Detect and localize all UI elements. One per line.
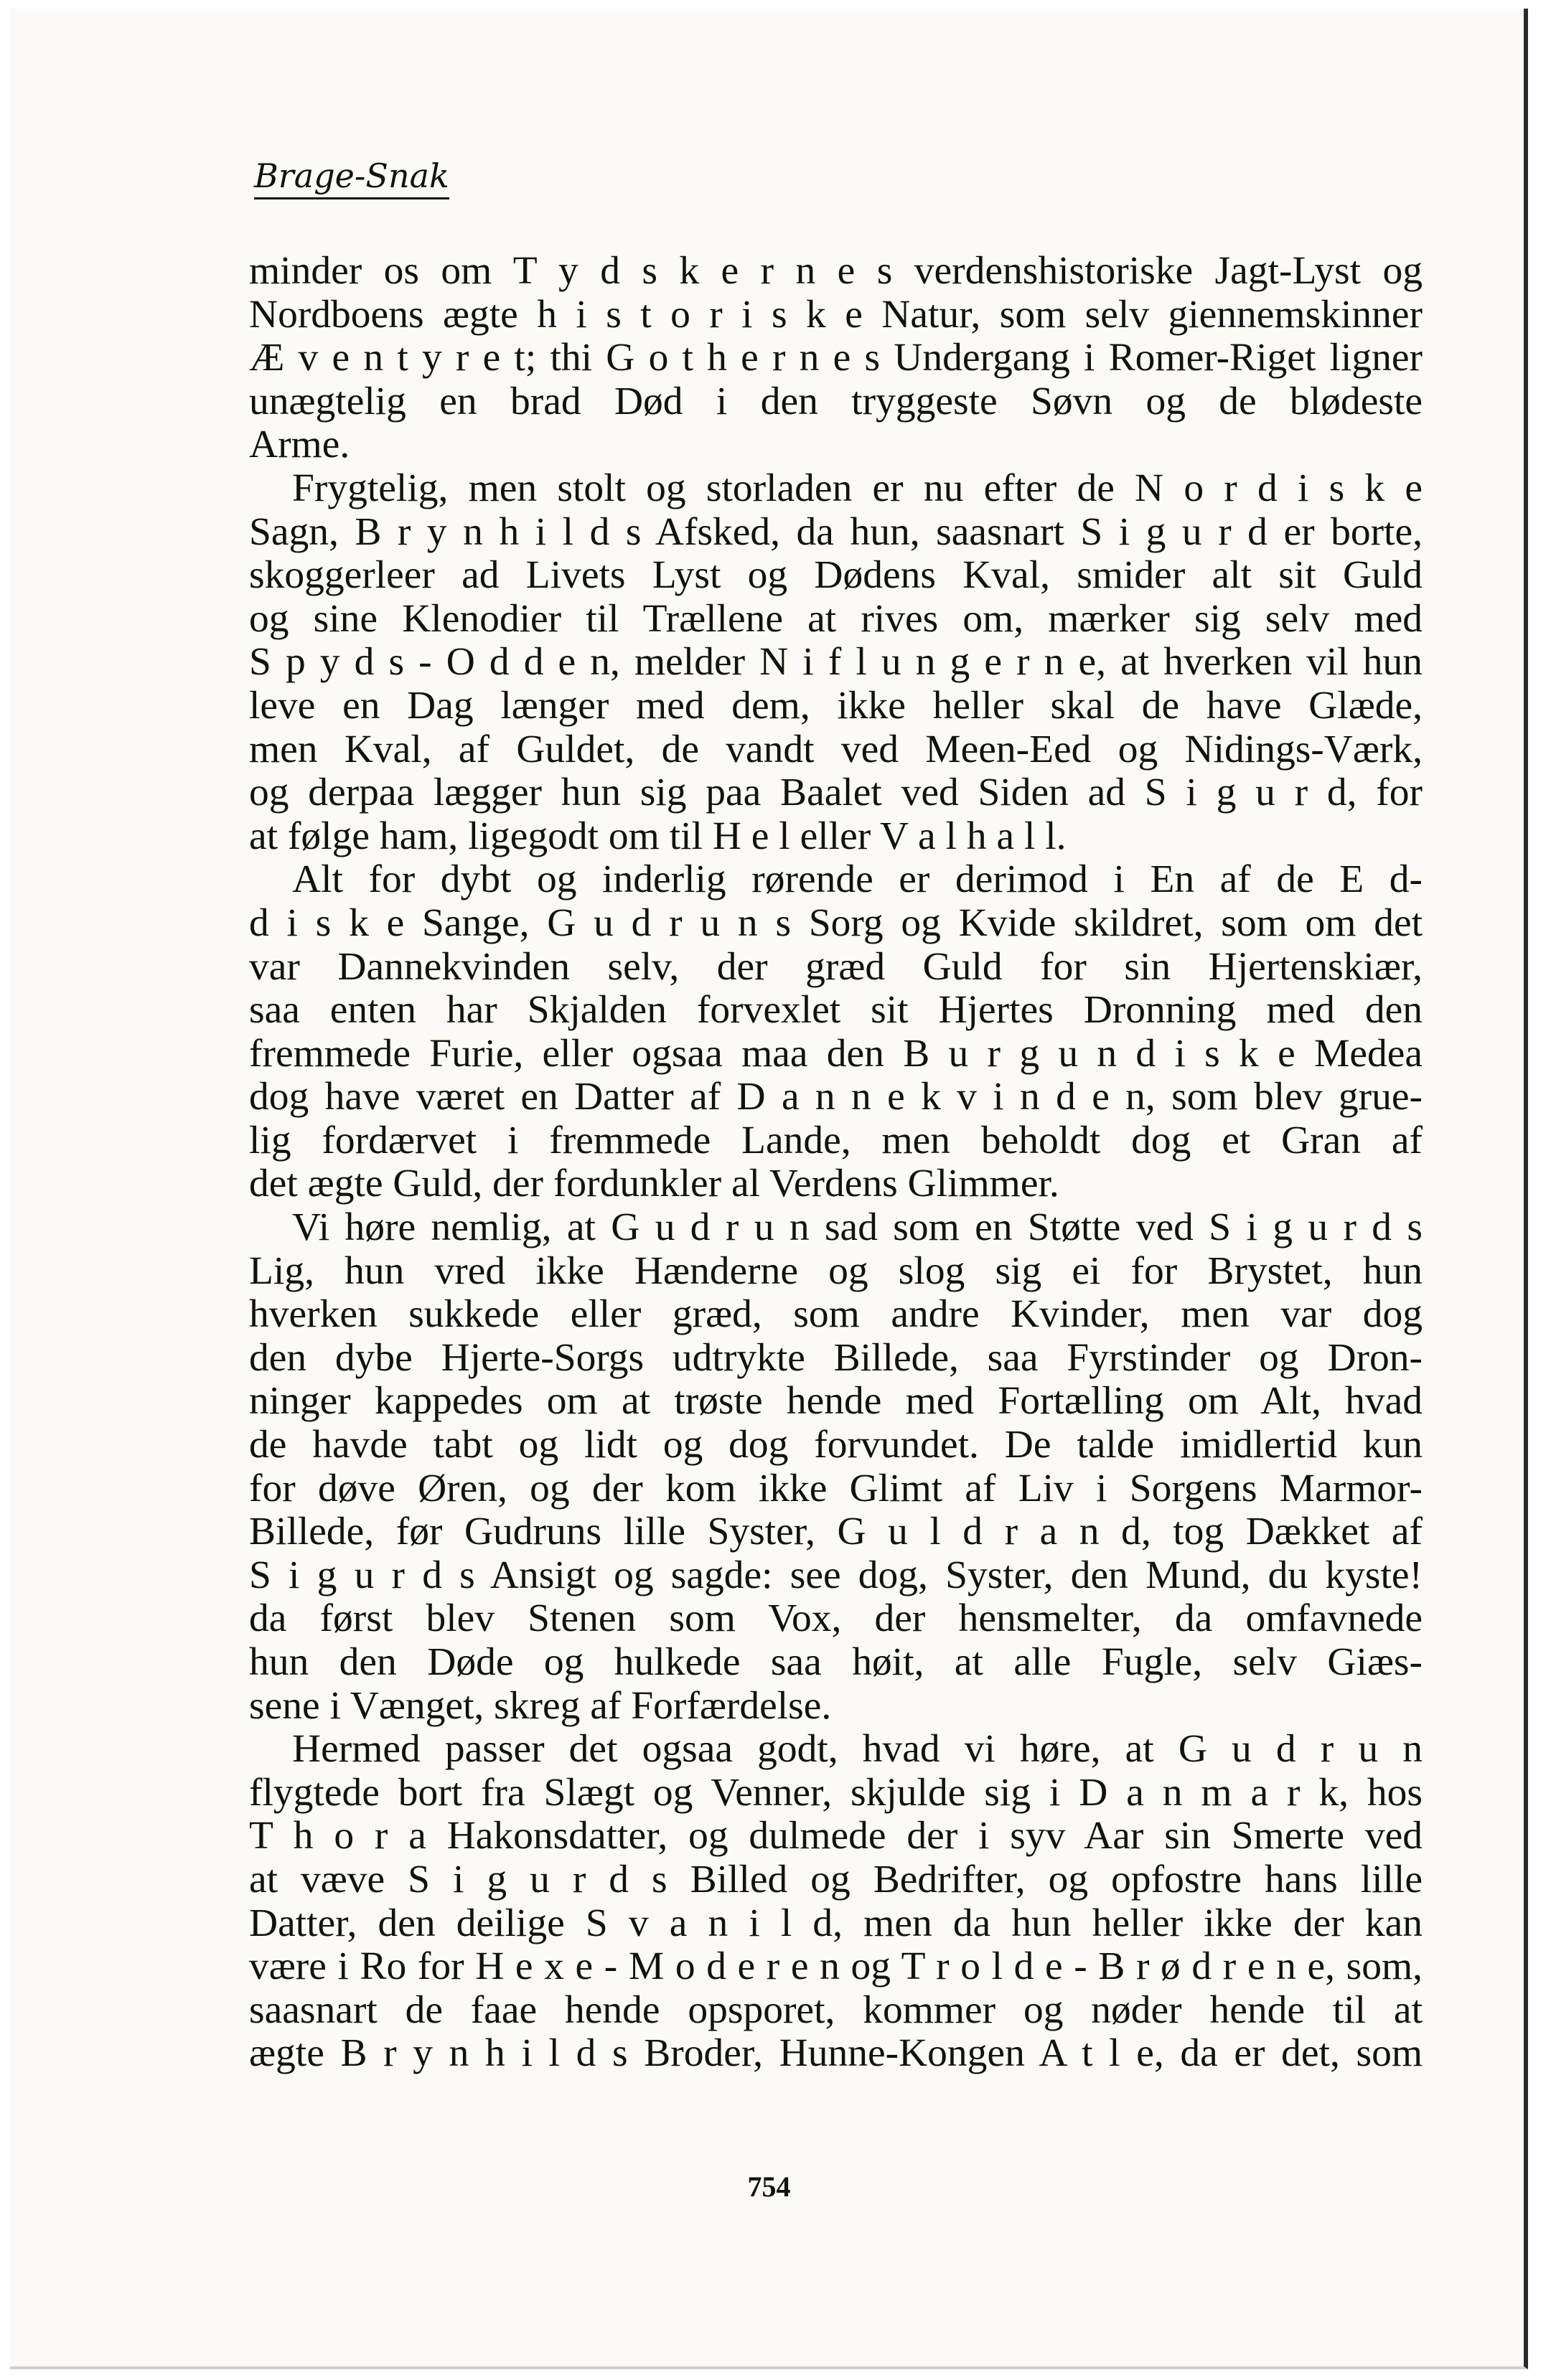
text-line: minder os om T y d s k e r n e s verdenshistoriske Jagt-Lyst og [249,250,1423,293]
text-line: at følge ham, ligegodt om til H e l eller V a l h a l l. [249,814,1067,858]
text-line: Lig, hun vred ikke Hænderne og slog sig ei for Brystet, hun [249,1249,1423,1293]
text-line: og sine Klenodier til Trællene at rives om, mærker sig selv med [249,597,1423,641]
text-line: Frygtelig, men stolt og storladen er nu efter de N o r d i s k e [292,466,1423,510]
text-line: at væve S i g u r d s Billed og Bedrifter, og opfostre hans lille [249,1858,1423,1901]
text-line: flygtede bort fra Slægt og Venner, skjulde sig i D a n m a r k, hos [249,1771,1423,1815]
text-line: da først blev Stenen som Vox, der hensmelter, da omfavnede [249,1597,1423,1641]
text-line: sene i Vænget, skreg af Forfærdelse. [249,1684,832,1728]
text-line: var Dannekvinden selv, der græd Guld for sin Hjertenskiær, [249,945,1423,989]
text-line: leve en Dag længer med dem, ikke heller skal de have Glæde, [249,684,1423,728]
text-line: Alt for dybt og inderlig rørende er derimod i En af de E d- [292,858,1423,902]
text-line: men Kval, af Guldet, de vandt ved Meen-Eed og Nidings-Værk, [249,728,1423,771]
text-line: Datter, den deilige S v a n i l d, men da hun heller ikke der kan [249,1901,1423,1945]
text-line: Billede, før Gudruns lille Syster, G u l d r a n d, tog Dækket af [249,1510,1423,1554]
body-text [249,250,1423,2076]
text-line: den dybe Hjerte-Sorgs udtrykte Billede, saa Fyrstinder og Dron- [249,1336,1423,1380]
text-line: dog have været en Datter af D a n n e k v i n d e n, som blev grue- [249,1076,1423,1119]
text-line: unægtelig en brad Død i den tryggeste Søvn og de blødeste [249,380,1423,423]
running-head: Brage-Snak [254,158,449,199]
text-line: T h o r a Hakonsdatter, og dulmede der i syv Aar sin Smerte ved [249,1815,1423,1858]
text-line: S i g u r d s Ansigt og sagde: see dog, Syster, den Mund, du kyste! [249,1553,1423,1597]
text-line: hun den Døde og hulkede saa høit, at alle Fugle, selv Giæs- [249,1641,1423,1684]
text-line: S p y d s - O d d e n, melder N i f l u n g e r n e, at hverken vil hun [249,641,1423,685]
text-line: Nordboens ægte h i s t o r i s k e Natur, som selv giennemskinner [249,293,1423,337]
text-line: saasnart de faae hende opsporet, kommer og nøder hende til at [249,1988,1423,2032]
text-line: Sagn, B r y n h i l d s Afsked, da hun, saasnart S i g u r d er borte, [249,510,1423,554]
text-line: saa enten har Skjalden forvexlet sit Hjertes Dronning med den [249,989,1423,1033]
text-line: for døve Øren, og der kom ikke Glimt af Liv i Sorgens Marmor- [249,1467,1423,1510]
text-line: de havde tabt og lidt og dog forvundet. De talde imidlertid kun [249,1424,1423,1467]
page-number: 754 [747,2170,791,2203]
text-line: fremmede Furie, eller ogsaa maa den B u r g u n d i s k e Medea [249,1032,1423,1076]
text-line: ægte B r y n h i l d s Broder, Hunne-Kongen A t l e, da er det, som [249,2032,1423,2076]
text-line: lig fordærvet i fremmede Lande, men beholdt dog et Gran af [249,1119,1423,1162]
text-line: og derpaa lægger hun sig paa Baalet ved Siden ad S i g u r d, for [249,771,1423,815]
text-line: Arme. [249,423,350,467]
text-line: være i Ro for H e x e - M o d e r e n og T r o l d e - B r ø d r e n e, som, [249,1945,1423,1989]
book-page [10,9,1528,2369]
text-line: d i s k e Sange, G u d r u n s Sorg og Kvide skildret, som om det [249,901,1423,945]
text-line: Hermed passer det ogsaa godt, hvad vi høre, at G u d r u n [292,1728,1423,1772]
text-line: ninger kappedes om at trøste hende med Fortælling om Alt, hvad [249,1380,1423,1424]
text-line: Vi høre nemlig, at G u d r u n sad som en Støtte ved S i g u r d s [292,1206,1423,1250]
text-line: hverken sukkede eller græd, som andre Kvinder, men var dog [249,1293,1423,1337]
text-line: det ægte Guld, der fordunkler al Verdens Glimmer. [249,1162,1059,1206]
text-line: skoggerleer ad Livets Lyst og Dødens Kval, smider alt sit Guld [249,554,1423,598]
text-line: Æ v e n t y r e t; thi G o t h e r n e s Undergang i Romer-Riget ligner [249,337,1423,380]
